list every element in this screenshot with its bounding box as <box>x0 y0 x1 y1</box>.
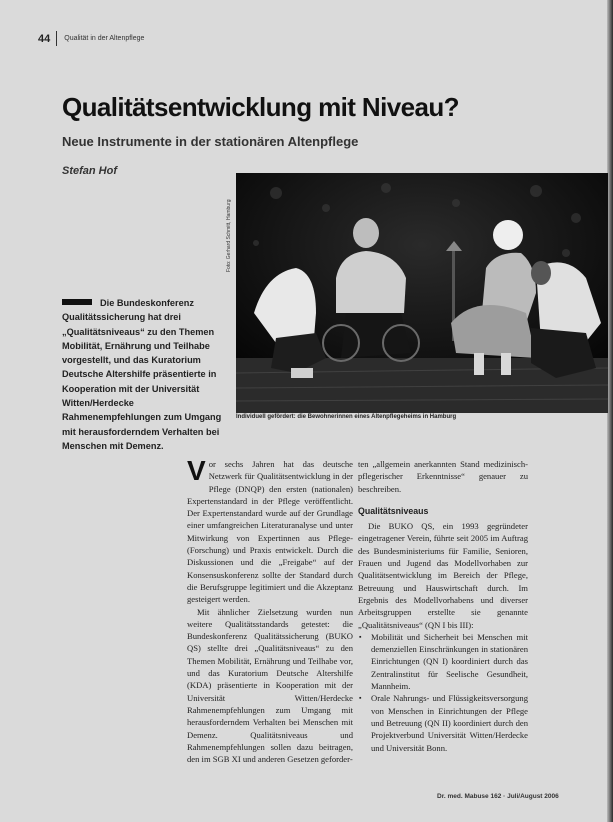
teaser-marker-bar <box>62 299 92 305</box>
photo-illustration <box>236 173 608 413</box>
article-teaser <box>62 296 232 453</box>
photo-caption: Individuell gefördert: die Bewohnerinnen eines Altenpflegeheims in Hamburg <box>236 414 457 420</box>
qualitaetsniveaus-list <box>358 631 528 754</box>
body-column-2 <box>358 458 528 754</box>
article-author: Stefan Hof <box>62 165 117 177</box>
teaser-text: Die Bundeskonferenz Qualitätssicherung hat drei „Qualitätsniveaus“ zu den Themen Mobilität, Ernährung und Teilhabe vorgestellt, und das Kuratorium Deutsche Altershilfe präsentierte in Kooperation mit der Universität Witten/Herdecke Rahmenempfehlungen zum Umgang mit herausforderndem Verhalten bei Menschen mit Demenz. <box>62 298 222 451</box>
list-item: ▪ Mobilität und Sicherheit bei Menschen mit demenziellen Einschränkungen in stationären Einrichtungen (QN I) koordiniert durch das Zentralinstitut für Seelische Gesundheit, Mannheim. <box>358 631 528 692</box>
page-footer-issue: Dr. med. Mabuse 162 · Juli/August 2006 <box>437 793 559 800</box>
page-number: 44 <box>38 32 51 45</box>
list-item: ▪ Orale Nahrungs- und Flüssigkeitsversorgung von Menschen in Einrichtungen der Pflege und Betreuung (QN II) koordiniert durch den Projektverbund Universität Witten/Herdecke und Universität Bonn. <box>358 692 528 753</box>
body-paragraph: or sechs Jahren hat das deutsche Netzwerk für Qualitätsentwicklung in der Pflege (DNQP) den ersten (nationalen) Expertenstandard in der Pflege veröffentlicht. Der Expertenstandard wurde auf der Grundlage einer umfangreichen Literaturanalyse und unter Mitwirkung von Expertinnen aus Pflege-(Forschung) und Praxis entwickelt. Durch die Diskussionen und die „Freigabe“ auf der Konsensuskonferenz sollte der Standard durch die Berufsgruppe legitimiert und die Akzeptanz gesteigert werden. <box>187 459 353 605</box>
body-paragraph: Die BUKO QS, ein 1993 gegründeter eingetragener Verein, führte seit 2005 im Auftrag des Bundesministeriums für Familie, Senioren, Frauen und Jugend das Modellvorhaben zur Qualitätsentwicklung im Bereich der Pflege, Betreuung und Hauswirtschaft durch. Im Ergebnis des Modellvorhabens und diverser Arbeitsgruppen erstellte sie genannte „Qualitätsniveaus“ (QN I bis III): <box>358 521 528 630</box>
drop-cap: V <box>187 455 206 486</box>
article-title: Qualitätsentwicklung mit Niveau? <box>62 92 459 122</box>
photo-credit: Foto: Gerhard Schmitt, Hamburg <box>226 199 232 272</box>
page-header <box>38 31 144 46</box>
running-title: Qualität in der Altenpflege <box>64 35 145 42</box>
article-photo <box>236 173 608 413</box>
body-paragraph: Mit ähnlicher Zielsetzung wurden nun weitere Qualitätsstandards getestet: die Bundeskonferenz Qualitätssicherung (BUKO QS) stellte drei „Qualitätsniveaus“ zu den Themen Mobilität, Ernährung und Teilhabe vor, und das Kuratorium Deutsche Altershilfe (KDA) präsentierte in Kooperation mit der Universität Witten/Herdecke Rahmenempfehlungen zum Umgang mit herausforderndem Verhalten bei Menschen mit Demenz. Qualitätsniveaus und Rahmenempfehlungen sollen dazu beitragen, den im SGB XI und anderen Gesetzen geforder- <box>187 606 353 765</box>
body-column-1 <box>187 455 353 765</box>
header-divider <box>56 31 57 46</box>
article-subtitle: Neue Instrumente in der stationären Altenpflege <box>62 134 359 149</box>
body-paragraph: ten „allgemein anerkannten Stand medizinisch-pflegerischer Erkenntnisse“ genauer zu beschreiben. <box>358 459 528 494</box>
section-heading: Qualitätsniveaus <box>358 505 429 516</box>
